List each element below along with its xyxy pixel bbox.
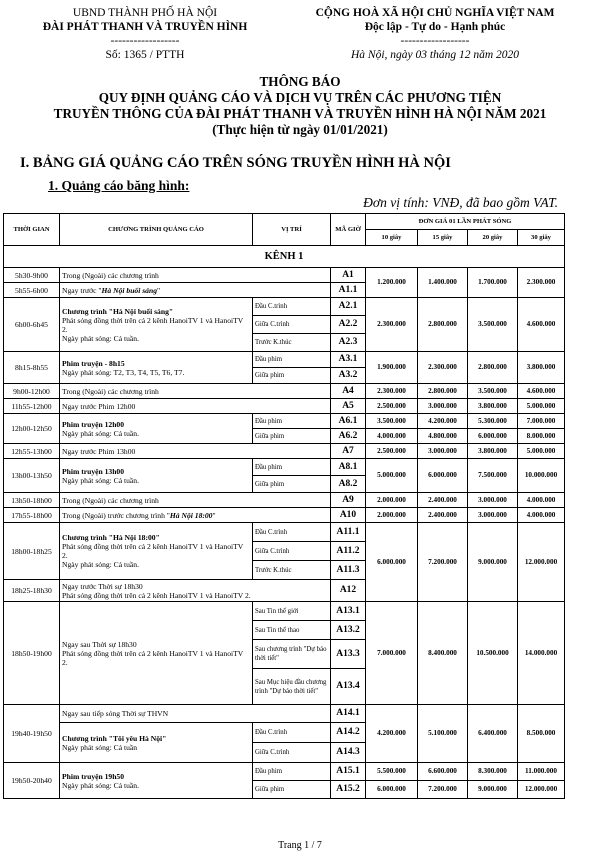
time-cell: 12h00-12h50 [4,414,60,444]
price-cell: 6.400.000 [468,705,518,763]
position-cell: Đầu C.trình [253,723,331,743]
position-cell: Trước K.thúc [253,561,331,580]
subsection-heading: 1. Quảng cáo băng hình: [48,178,190,193]
national-block [290,6,580,62]
program-title: Chương trình "Tôi yêu Hà Nội" [62,733,167,743]
program-text: " [212,510,216,520]
price-cell: 12.000.000 [518,781,565,799]
code-cell: A3.2 [331,368,366,384]
table-row [4,459,565,476]
time-cell: 13h50-18h00 [4,493,60,508]
code-cell: A9 [331,493,366,508]
code-cell: A8.1 [331,459,366,476]
code-cell: A13.2 [331,621,366,640]
program-cell [60,723,253,763]
section-heading: I. BẢNG GIÁ QUẢNG CÁO TRÊN SÓNG TRUYỀN HÌNH HÀ NỘI [20,155,451,171]
price-cell: 8.300.000 [468,763,518,781]
price-cell: 7.000.000 [366,602,418,705]
code-cell: A1.1 [331,283,366,298]
price-cell: 6.000.000 [366,781,418,799]
program-note: Phát sóng đồng thời trên cả 2 kênh HanoiTV 1 và HanoiTV 2. [62,648,244,667]
page-footer: Trang 1 / 7 [278,840,322,851]
position-cell: Đầu C.trình [253,523,331,542]
price-cell: 4.000.000 [518,508,565,523]
document-header [0,6,600,66]
price-cell: 2.500.000 [366,399,418,414]
price-cell: 12.000.000 [518,523,565,602]
price-cell: 2.000.000 [366,508,418,523]
position-cell: Giữa C.trình [253,542,331,561]
time-cell: 9h00-12h00 [4,384,60,399]
program-cell: Ngay trước Phim 12h00 [60,399,331,414]
position-cell: Sau Tin thế giới [253,602,331,621]
position-cell: Trước K.thúc [253,334,331,352]
program-title: Phim truyện - 8h15 [62,358,125,368]
price-table [3,213,565,799]
price-cell: 8.400.000 [418,602,468,705]
price-cell: 6.000.000 [366,523,418,602]
program-cell [60,283,331,298]
code-cell: A1 [331,268,366,283]
position-cell: Giữa phim [253,429,331,444]
code-cell: A2.1 [331,298,366,316]
program-cell [60,602,253,705]
price-cell: 10.500.000 [468,602,518,705]
price-cell: 2.400.000 [418,493,468,508]
code-cell: A11.3 [331,561,366,580]
price-cell: 3.000.000 [468,493,518,508]
price-cell: 2.800.000 [468,352,518,384]
issuer-divider: ------------------ [110,35,180,47]
position-cell: Đầu C.trình [253,298,331,316]
program-note: Ngày phát sóng: Cả tuần. [62,333,139,343]
program-cell [60,763,253,799]
program-name: Hà Nội buổi sáng [101,285,157,295]
code-cell: A7 [331,444,366,459]
price-cell: 4.600.000 [518,384,565,399]
time-cell: 13h00-13h50 [4,459,60,493]
price-cell: 6.600.000 [418,763,468,781]
code-cell: A2.2 [331,316,366,334]
program-title: Phim truyện 19h50 [62,771,125,781]
table-header-row [4,214,565,230]
program-title: Ngay sau Thời sự 18h30 [62,639,137,649]
price-cell: 7.200.000 [418,781,468,799]
position-cell: Đầu phim [253,459,331,476]
program-title: Ngay trước Thời sự 18h30 [62,581,143,591]
price-cell: 4.200.000 [366,705,418,763]
table-row [4,705,565,723]
table-row [4,763,565,781]
price-cell: 4.000.000 [518,493,565,508]
position-cell: Giữa phim [253,368,331,384]
program-cell [60,508,331,523]
price-cell: 3.800.000 [468,444,518,459]
price-cell: 8.000.000 [518,429,565,444]
code-cell: A10 [331,508,366,523]
issuer-block [30,6,260,62]
price-cell: 2.400.000 [418,508,468,523]
program-note: Phát sóng đồng thời trên cả 2 kênh HanoiTV 1 và HanoiTV 2. [62,315,244,334]
code-cell: A11.2 [331,542,366,561]
title-line-2: QUY ĐỊNH QUẢNG CÁO VÀ DỊCH VỤ TRÊN CÁC PHƯƠNG TIỆN [98,90,502,105]
time-cell: 11h55-12h00 [4,399,60,414]
document-title [0,74,600,138]
code-cell: A15.1 [331,763,366,781]
program-cell: Ngay sau tiếp sóng Thời sự THVN [60,705,331,723]
table-row [4,523,565,542]
time-cell: 12h55-13h00 [4,444,60,459]
col-header-30s: 30 giây [518,230,565,246]
time-cell: 19h50-20h40 [4,763,60,799]
table-row [4,602,565,621]
program-cell [60,459,253,493]
program-cell [60,298,253,352]
table-row [4,508,565,523]
issuer-line-2: ĐÀI PHÁT THANH VÀ TRUYỀN HÌNH [42,21,248,33]
price-cell: 6.000.000 [468,429,518,444]
program-cell [60,352,253,384]
channel-label: KÊNH 1 [4,246,565,268]
position-cell: Giữa phim [253,781,331,799]
time-cell: 5h30-9h00 [4,268,60,283]
table-row [4,352,565,368]
nation-line-1: CỘNG HOÀ XÃ HỘI CHỦ NGHĨA VIỆT NAM [315,7,555,19]
price-cell: 4.000.000 [366,429,418,444]
time-cell: 8h15-8h55 [4,352,60,384]
program-note: Ngày phát sóng: T2, T3, T4, T5, T6, T7. [62,367,185,377]
unit-note: Đơn vị tính: VNĐ, đã bao gồm VAT. [363,195,558,210]
position-cell: Sau Tin thể thao [253,621,331,640]
program-note: Ngày phát sóng: Cả tuần. [62,475,139,485]
price-cell: 3.500.000 [468,384,518,399]
price-cell: 14.000.000 [518,602,565,705]
time-cell: 6h00-6h45 [4,298,60,352]
price-cell: 2.300.000 [518,268,565,298]
price-cell: 11.000.000 [518,763,565,781]
col-header-price: ĐƠN GIÁ 01 LẦN PHÁT SÓNG [366,214,565,230]
program-note: Ngày phát sóng: Cả tuần. [62,428,139,438]
program-text: Ngay trước " [62,285,102,295]
table-row [4,493,565,508]
price-cell: 5.100.000 [418,705,468,763]
program-cell: Ngay trước Phim 13h00 [60,444,331,459]
program-title: Phim truyện 13h00 [62,466,125,476]
program-title: Phim truyện 12h00 [62,419,125,429]
price-cell: 4.600.000 [518,298,565,352]
code-cell: A11.1 [331,523,366,542]
col-header-time: THỜI GIAN [4,214,60,246]
price-cell: 4.800.000 [418,429,468,444]
code-cell: A13.4 [331,669,366,705]
document-number: Số: 1365 / PTTH [105,49,185,61]
price-cell: 3.800.000 [468,399,518,414]
code-cell: A15.2 [331,781,366,799]
program-cell [60,414,253,444]
program-cell: Trong (Ngoài) các chương trình [60,268,331,283]
table-row [4,298,565,316]
price-cell: 7.000.000 [518,414,565,429]
program-cell [60,580,331,602]
nation-line-2: Độc lập - Tự do - Hạnh phúc [364,21,506,33]
table-row [4,414,565,429]
price-cell: 1.200.000 [366,268,418,298]
price-cell: 3.800.000 [518,352,565,384]
price-cell: 1.700.000 [468,268,518,298]
table-row [4,444,565,459]
program-cell: Trong (Ngoài) các chương trình [60,384,331,399]
program-note: Ngày phát sóng: Cả tuần [62,742,138,752]
price-cell: 2.800.000 [418,384,468,399]
price-cell: 10.000.000 [518,459,565,493]
program-title: Chương trình "Hà Nội buổi sáng" [62,306,174,316]
table-row [4,384,565,399]
code-cell: A6.2 [331,429,366,444]
price-cell: 5.500.000 [366,763,418,781]
position-cell: Đầu phim [253,352,331,368]
program-note: Phát sóng đồng thời trên cả 2 kênh HanoiTV 1 và HanoiTV 2. [62,590,251,600]
col-header-10s: 10 giây [366,230,418,246]
price-cell: 6.000.000 [418,459,468,493]
issuer-line-1: UBND THÀNH PHỐ HÀ NỘI [72,7,218,19]
price-cell: 7.200.000 [418,523,468,602]
program-text: " [157,285,161,295]
program-note: Ngày phát sóng: Cả tuần. [62,560,139,569]
code-cell: A14.1 [331,705,366,723]
col-header-20s: 20 giây [468,230,518,246]
position-cell: Giữa phim [253,476,331,493]
price-cell: 8.500.000 [518,705,565,763]
code-cell: A3.1 [331,352,366,368]
price-cell: 3.500.000 [468,298,518,352]
time-cell: 19h40-19h50 [4,705,60,763]
position-cell: Đầu phim [253,763,331,781]
title-line-3: TRUYỀN THÔNG CỦA ĐÀI PHÁT THANH VÀ TRUYỀN HÌNH HÀ NỘI NĂM 2021 [53,106,547,121]
price-cell: 2.500.000 [366,444,418,459]
code-cell: A12 [331,580,366,602]
title-line-1: THÔNG BÁO [259,74,341,89]
code-cell: A14.3 [331,743,366,763]
code-cell: A2.3 [331,334,366,352]
time-cell: 17h55-18h00 [4,508,60,523]
position-cell: Giữa C.trình [253,743,331,763]
time-cell: 18h25-18h30 [4,580,60,602]
price-cell: 2.300.000 [366,298,418,352]
col-header-program: CHƯƠNG TRÌNH QUẢNG CÁO [60,214,253,246]
code-cell: A4 [331,384,366,399]
price-cell: 7.500.000 [468,459,518,493]
position-cell: Giữa C.trình [253,316,331,334]
document-date: Hà Nội, ngày 03 tháng 12 năm 2020 [350,49,520,61]
code-cell: A5 [331,399,366,414]
price-cell: 4.200.000 [418,414,468,429]
nation-divider: ------------------ [400,35,470,47]
col-header-code: MÃ GIỜ [331,214,366,246]
price-cell: 2.300.000 [418,352,468,384]
code-cell: A8.2 [331,476,366,493]
col-header-15s: 15 giây [418,230,468,246]
price-cell: 9.000.000 [468,523,518,602]
price-cell: 1.900.000 [366,352,418,384]
code-cell: A6.1 [331,414,366,429]
price-cell: 3.000.000 [418,399,468,414]
price-cell: 5.000.000 [518,399,565,414]
table-row [4,268,565,283]
position-cell: Sau Mục hiệu đầu chương trình "Dự báo thời tiết" [253,669,331,705]
channel-row [4,246,565,268]
price-cell: 3.000.000 [418,444,468,459]
program-cell: Trong (Ngoài) các chương trình [60,493,331,508]
price-cell: 3.500.000 [366,414,418,429]
code-cell: A14.2 [331,723,366,743]
program-note: Ngày phát sóng: Cả tuần. [62,780,139,790]
position-cell: Đầu phim [253,414,331,429]
col-header-position: VỊ TRÍ [253,214,331,246]
position-cell: Sau chương trình "Dự báo thời tiết" [253,640,331,669]
code-cell: A13.3 [331,640,366,669]
program-title: Chương trình "Hà Nội 18:00" [62,533,160,542]
price-cell: 2.300.000 [366,384,418,399]
price-cell: 1.400.000 [418,268,468,298]
price-cell: 2.800.000 [418,298,468,352]
program-name: Hà Nội 18:00 [169,510,213,520]
program-note: Phát sóng đồng thời trên cả 2 kênh HanoiTV 1 và HanoiTV 2. [62,542,244,560]
title-line-4: (Thực hiện từ ngày 01/01/2021) [212,122,388,137]
code-cell: A13.1 [331,602,366,621]
price-cell: 2.000.000 [366,493,418,508]
table-row [4,399,565,414]
price-cell: 5.000.000 [366,459,418,493]
price-cell: 9.000.000 [468,781,518,799]
program-cell [60,523,253,580]
time-cell: 5h55-6h00 [4,283,60,298]
price-cell: 5.300.000 [468,414,518,429]
time-cell: 18h50-19h00 [4,602,60,705]
program-text: Trong (Ngoài) trước chương trình " [62,510,170,520]
time-cell: 18h00-18h25 [4,523,60,580]
price-cell: 5.000.000 [518,444,565,459]
price-cell: 3.000.000 [468,508,518,523]
